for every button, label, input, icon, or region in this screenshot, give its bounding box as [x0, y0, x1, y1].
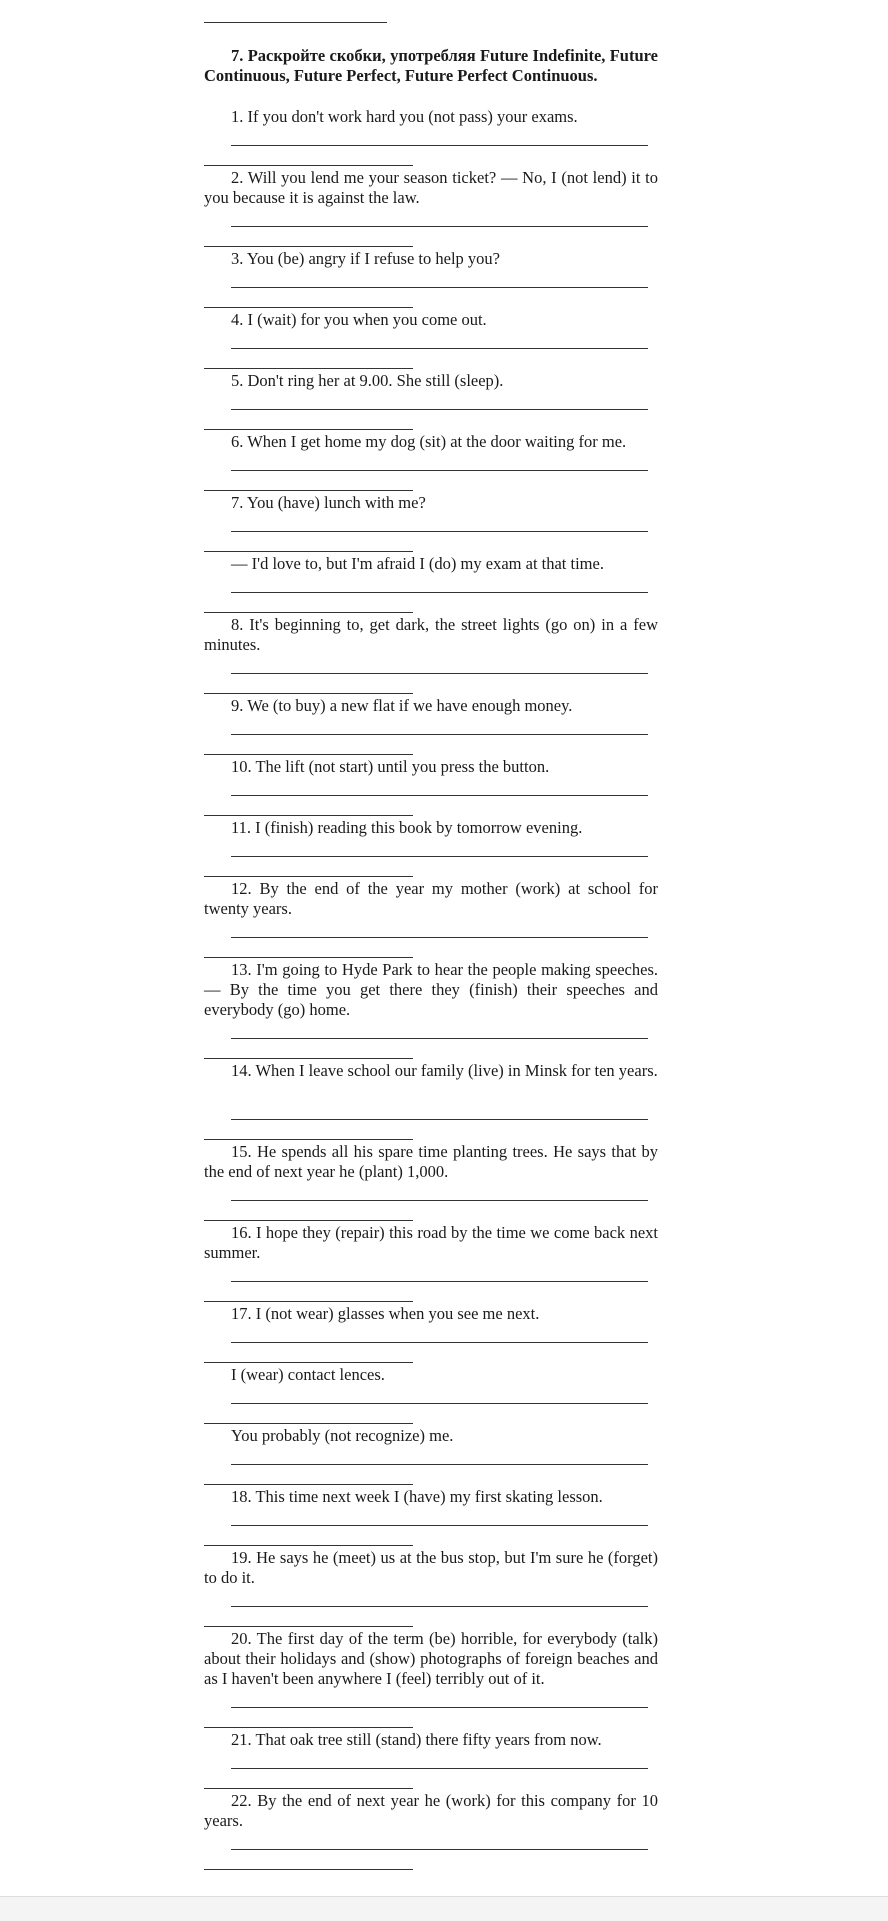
answer-line-short[interactable] — [204, 1626, 413, 1627]
exercise-item-19 — [204, 1548, 658, 1588]
answer-line[interactable] — [231, 145, 648, 146]
exercise-item-3 — [204, 249, 658, 269]
exercise-item-5 — [204, 371, 658, 391]
exercise-item-18 — [204, 1487, 658, 1507]
answer-line-short[interactable] — [204, 754, 413, 755]
item-text: — I'd love to, but I'm afraid I (do) my exam at that time. — [231, 554, 604, 573]
exercise-item-7 — [204, 493, 658, 513]
exercise-item-14 — [204, 1061, 658, 1081]
item-text: 18. This time next week I (have) my first skating lesson. — [231, 1487, 603, 1506]
answer-line[interactable] — [231, 226, 648, 227]
exercise-item-16 — [204, 1223, 658, 1263]
exercise-item-21 — [204, 1730, 658, 1750]
item-text: 20. The first day of the term (be) horrible, for everybody (talk) about their holidays and (show) photographs of foreign beaches and as I haven't been anywhere I (feel) terribly out of it. — [204, 1629, 658, 1688]
item-text: 19. He says he (meet) us at the bus stop, but I'm sure he (forget) to do it. — [204, 1548, 658, 1587]
answer-line-short[interactable] — [204, 815, 413, 816]
exercise-item-11 — [204, 818, 658, 838]
answer-line[interactable] — [231, 1200, 648, 1201]
answer-line[interactable] — [231, 1342, 648, 1343]
exercise-item-10 — [204, 757, 658, 777]
item-text: 13. I'm going to Hyde Park to hear the people making speeches. — By the time you get there they (finish) their speeches and everybody (go) home. — [204, 960, 658, 1019]
item-text: 17. I (not wear) glasses when you see me next. — [231, 1304, 540, 1323]
answer-line[interactable] — [231, 1707, 648, 1708]
answer-line-short[interactable] — [204, 693, 413, 694]
answer-line[interactable] — [231, 1464, 648, 1465]
answer-line-short[interactable] — [204, 1727, 413, 1728]
item-text: 7. You (have) lunch with me? — [231, 493, 426, 512]
answer-line-short[interactable] — [204, 246, 413, 247]
item-text: 10. The lift (not start) until you press the button. — [231, 757, 550, 776]
answer-line[interactable] — [231, 673, 648, 674]
item-text: 6. When I get home my dog (sit) at the door waiting for me. — [231, 432, 627, 451]
exercise-item-8 — [204, 615, 658, 655]
answer-line-short[interactable] — [204, 490, 413, 491]
answer-line-short[interactable] — [204, 429, 413, 430]
exercise-item-1 — [204, 107, 658, 127]
viewer-bottom-bar — [0, 1896, 888, 1921]
answer-line-short[interactable] — [204, 1301, 413, 1302]
exercise-item-13 — [204, 960, 658, 1020]
answer-line-short[interactable] — [204, 551, 413, 552]
answer-line[interactable] — [231, 856, 648, 857]
item-text: 3. You (be) angry if I refuse to help you? — [231, 249, 500, 268]
exercise-item-17-wear — [204, 1365, 658, 1385]
exercise-item-17 — [204, 1304, 658, 1324]
answer-line-short[interactable] — [204, 957, 413, 958]
answer-line-short[interactable] — [204, 1545, 413, 1546]
item-text: 4. I (wait) for you when you come out. — [231, 310, 487, 329]
answer-line[interactable] — [231, 1525, 648, 1526]
item-text: 12. By the end of the year my mother (work) at school for twenty years. — [204, 879, 658, 918]
answer-line[interactable] — [231, 470, 648, 471]
item-text: 16. I hope they (repair) this road by the time we come back next summer. — [204, 1223, 658, 1262]
answer-line-short[interactable] — [204, 307, 413, 308]
item-text: 22. By the end of next year he (work) for this company for 10 years. — [204, 1791, 658, 1830]
answer-line[interactable] — [231, 287, 648, 288]
answer-line-short[interactable] — [204, 165, 413, 166]
exercise-item-6 — [204, 432, 658, 452]
item-text: 8. It's beginning to, get dark, the street lights (go on) in a few minutes. — [204, 615, 658, 654]
answer-line-short[interactable] — [204, 1869, 413, 1870]
answer-line[interactable] — [231, 795, 648, 796]
item-text: 15. He spends all his spare time planting trees. He says that by the end of next year he (plant) 1,000. — [204, 1142, 658, 1181]
answer-line[interactable] — [231, 1038, 648, 1039]
answer-line[interactable] — [231, 1119, 648, 1120]
answer-line-short[interactable] — [204, 612, 413, 613]
answer-line[interactable] — [231, 592, 648, 593]
answer-line-short[interactable] — [204, 1484, 413, 1485]
answer-line-short[interactable] — [204, 368, 413, 369]
exercise-item-7-reply — [204, 554, 658, 574]
exercise-item-2 — [204, 168, 658, 208]
answer-line-short[interactable] — [204, 1423, 413, 1424]
answer-line[interactable] — [231, 531, 648, 532]
exercise-item-9 — [204, 696, 658, 716]
answer-line-short[interactable] — [204, 1788, 413, 1789]
answer-line[interactable] — [231, 937, 648, 938]
answer-line[interactable] — [231, 1403, 648, 1404]
item-text: 14. When I leave school our family (live) in Minsk for ten years. — [231, 1061, 658, 1080]
item-text: 2. Will you lend me your season ticket? — No, I (not lend) it to you because it is against the law. — [204, 168, 658, 207]
exercise-item-15 — [204, 1142, 658, 1182]
answer-line-short[interactable] — [204, 1058, 413, 1059]
answer-line[interactable] — [231, 1849, 648, 1850]
exercise-item-22 — [204, 1791, 658, 1831]
answer-line[interactable] — [231, 1768, 648, 1769]
exercise-item-17-recognize — [204, 1426, 658, 1446]
answer-line[interactable] — [231, 348, 648, 349]
answer-line[interactable] — [231, 1606, 648, 1607]
item-text: 21. That oak tree still (stand) there fifty years from now. — [231, 1730, 602, 1749]
item-text: 1. If you don't work hard you (not pass) your exams. — [231, 107, 578, 126]
exercise-title: 7. Раскройте скобки, употребляя Future Indefinite, Future Continuous, Future Perfect, Future Perfect Continuous. — [204, 46, 658, 85]
exercise-item-12 — [204, 879, 658, 919]
exercise-item-4 — [204, 310, 658, 330]
answer-line-short[interactable] — [204, 876, 413, 877]
answer-line-short[interactable] — [204, 1139, 413, 1140]
top-answer-line — [204, 22, 387, 23]
item-text: You probably (not recognize) me. — [231, 1426, 454, 1445]
answer-line[interactable] — [231, 1281, 648, 1282]
answer-line-short[interactable] — [204, 1220, 413, 1221]
answer-line[interactable] — [231, 734, 648, 735]
item-text: 11. I (finish) reading this book by tomorrow evening. — [231, 818, 583, 837]
item-text: 9. We (to buy) a new flat if we have enough money. — [231, 696, 573, 715]
answer-line[interactable] — [231, 409, 648, 410]
item-text: I (wear) contact lences. — [231, 1365, 385, 1384]
item-text: 5. Don't ring her at 9.00. She still (sleep). — [231, 371, 504, 390]
exercise-item-20 — [204, 1629, 658, 1689]
answer-line-short[interactable] — [204, 1362, 413, 1363]
